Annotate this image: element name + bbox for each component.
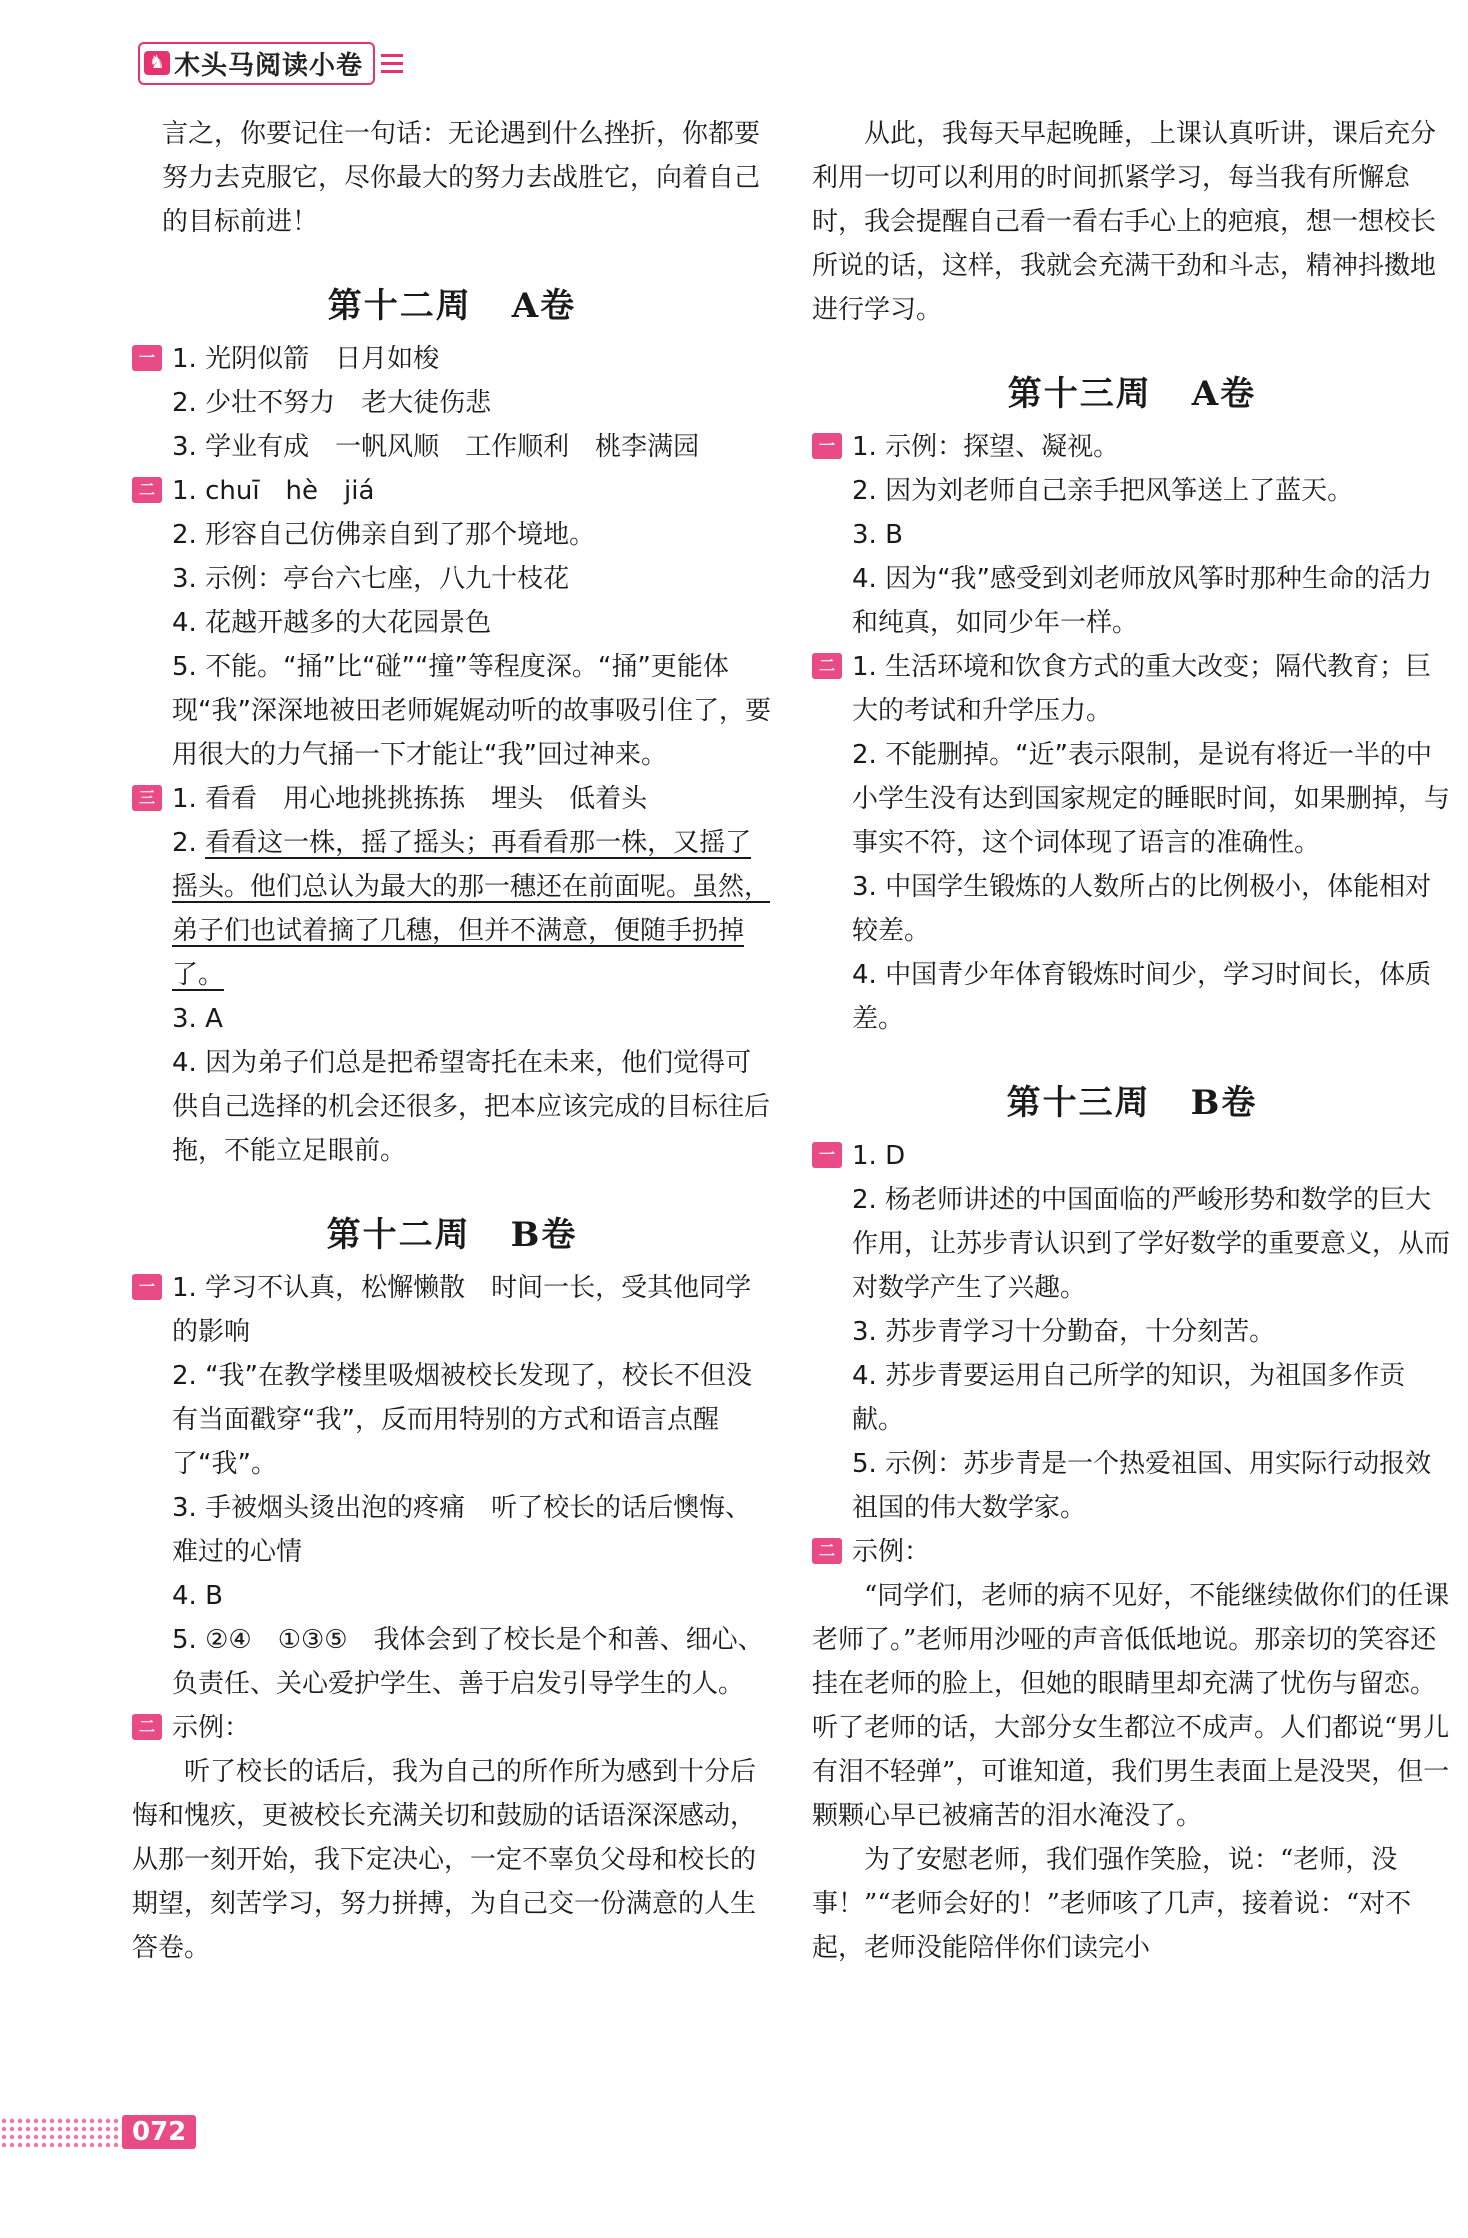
week12b-section2 [132,1706,772,1970]
list-item: 4. 中国青少年体育锻炼时间少，学习时间长，体质差。 [852,960,1432,1034]
section-badge: 一 [812,433,842,459]
list-item: 5. ②④ ①③⑤ 我体会到了校长是个和善、细心、负责任、关心爱护学生、善于启发引导学生的人。 [172,1625,764,1699]
list-item: 三 1. 看看 用心地挑挑拣拣 埋头 低着头 [132,777,772,821]
brand-title: 木头马阅读小卷 [174,50,364,81]
page-number: 072 [122,2115,196,2149]
list-item: 2. “我”在教学楼里吸烟被校长发现了，校长不但没有当面戳穿“我”，反而用特别的方式和语言点醒了“我”。 [172,1361,753,1479]
intro-paragraph: 从此，我每天早起晚睡，上课认真听讲，课后充分利用一切可以利用的时间抓紧学习，每当我有所懈怠时，我会提醒自己看一看右手心上的疤痕，想一想校长所说的话，这样，我就会充满干劲和斗志，精神抖擞地进行学习。 [812,119,1437,325]
list-item: 4. B [172,1581,223,1611]
list-item: 4. 苏步青要运用自己所学的知识，为祖国多作贡献。 [852,1361,1406,1435]
week13a-section1 [812,425,1452,645]
section-badge: 一 [132,345,162,371]
dots-decoration [0,2117,120,2147]
week12a-section2 [132,469,772,777]
list-item: 3. A [172,1004,223,1034]
list-item: 3. 手被烟头烫出泡的疼痛 听了校长的话后懊悔、难过的心情 [172,1493,752,1567]
underlined-quote: 看看这一株，摇了摇头；再看看那一株，又摇了摇头。他们总认为最大的那一穗还在前面呢。虽然，弟子们也试着摘了几穗，但并不满意，便随手扔掉了。 [172,828,771,990]
list-item: 4. 花越开越多的大花园景色 [172,608,492,638]
list-item: 2. 形容自己仿佛亲自到了那个境地。 [172,520,596,550]
page-footer [0,2112,196,2152]
week13b-section2 [812,1530,1452,1970]
week13a-title: 第十三周 A卷 [1007,374,1257,414]
list-item: 一 1. 学习不认真，松懈懒散 时间一长，受其他同学的影响 [132,1266,772,1354]
list-item: 一 1. D [812,1134,1452,1178]
section-badge: 一 [812,1142,842,1168]
essay-paragraph: 为了安慰老师，我们强作笑脸，说：“老师，没事！”“老师会好的！”老师咳了几声，接着说：“对不起，老师没能陪伴你们读完小 [812,1845,1412,1963]
list-item: 5. 示例：苏步青是一个热爱祖国、用实际行动报效祖国的伟大数学家。 [852,1449,1432,1523]
week12b-title: 第十二周 B卷 [326,1215,578,1255]
list-item: 一 1. 光阴似箭 日月如梭 [132,337,772,381]
week13b-title: 第十三周 B卷 [1006,1083,1258,1123]
list-item: 二 1. chuī hè jiá [132,469,772,513]
list-item: 2. 杨老师讲述的中国面临的严峻形势和数学的巨大作用，让苏步青认识到了学好数学的重要意义，从而对数学产生了兴趣。 [852,1185,1451,1303]
section-badge: 二 [132,477,162,503]
list-item: 3. B [852,520,903,550]
list-item: 一 1. 示例：探望、凝视。 [812,425,1452,469]
list-item: 2. 看看这一株，摇了摇头；再看看那一株，又摇了摇头。他们总认为最大的那一穗还在前面呢。虽然，弟子们也试着摘了几穗，但并不满意，便随手扔掉了。 [172,828,771,990]
horse-icon: ♞ [144,51,170,75]
header-decoration [381,54,403,73]
list-item: 3. 示例：亭台六七座，八九十枝花 [172,564,570,594]
list-item: 2. 不能删掉。“近”表示限制，是说有将近一半的中小学生没有达到国家规定的睡眠时间，如果删掉，与事实不符，这个词体现了语言的准确性。 [852,740,1451,858]
right-column [812,112,1452,1970]
section-badge: 三 [132,785,162,811]
list-item: 5. 不能。“捅”比“碰”“撞”等程度深。“捅”更能体现“我”深深地被田老师娓娓动听的故事吸引住了，要用很大的力气捅一下才能让“我”回过神来。 [172,652,771,770]
week13a-section2 [812,645,1452,1041]
list-item: 4. 因为弟子们总是把希望寄托在未来，他们觉得可供自己选择的机会还很多，把本应该完成的目标往后拖，不能立足眼前。 [172,1048,771,1166]
week12a-section3 [132,777,772,1173]
list-item: 二 示例： [812,1530,1452,1574]
list-item: 2. 少壮不努力 老大徒伤悲 [172,388,492,418]
essay-paragraph: 听了校长的话后，我为自己的所作所为感到十分后悔和愧疚，更被校长充满关切和鼓励的话语深深感动，从那一刻开始，我下定决心，一定不辜负父母和校长的期望，刻苦学习，努力拼搏，为自己交一份满意的人生答卷。 [132,1757,757,1963]
brand-logo [138,42,375,85]
week13b-section1 [812,1134,1452,1530]
week12a-section1 [132,337,772,469]
list-item: 二 示例： [132,1706,772,1750]
section-badge: 一 [132,1274,162,1300]
list-item: 4. 因为“我”感受到刘老师放风筝时那种生命的活力和纯真，如同少年一样。 [852,564,1433,638]
list-item: 3. 学业有成 一帆风顺 工作顺利 桃李满园 [172,432,700,462]
list-item: 3. 中国学生锻炼的人数所占的比例极小，体能相对较差。 [852,872,1432,946]
list-item: 2. 因为刘老师自己亲手把风筝送上了蓝天。 [852,476,1354,506]
section-badge: 二 [812,653,842,679]
section-badge: 二 [132,1714,162,1740]
essay-paragraph: “同学们，老师的病不见好，不能继续做你们的任课老师了。”老师用沙哑的声音低低地说。那亲切的笑容还挂在老师的脸上，但她的眼睛里却充满了忧伤与留恋。听了老师的话，大部分女生都泣不成声。人们都说“男儿有泪不轻弹”，可谁知道，我们男生表面上是没哭，但一颗颗心早已被痛苦的泪水淹没了。 [812,1581,1450,1831]
list-item: 二 1. 生活环境和饮食方式的重大改变；隔代教育；巨大的考试和升学压力。 [812,645,1452,733]
intro-paragraph: 言之，你要记住一句话：无论遇到什么挫折，你都要努力去克服它，尽你最大的努力去战胜它，向着自己的目标前进！ [162,119,761,237]
page-header [138,44,403,82]
week12b-section1 [132,1266,772,1706]
section-badge: 二 [812,1538,842,1564]
list-item: 3. 苏步青学习十分勤奋，十分刻苦。 [852,1317,1276,1347]
left-column [132,112,772,1970]
week12a-title: 第十二周 A卷 [327,286,577,326]
